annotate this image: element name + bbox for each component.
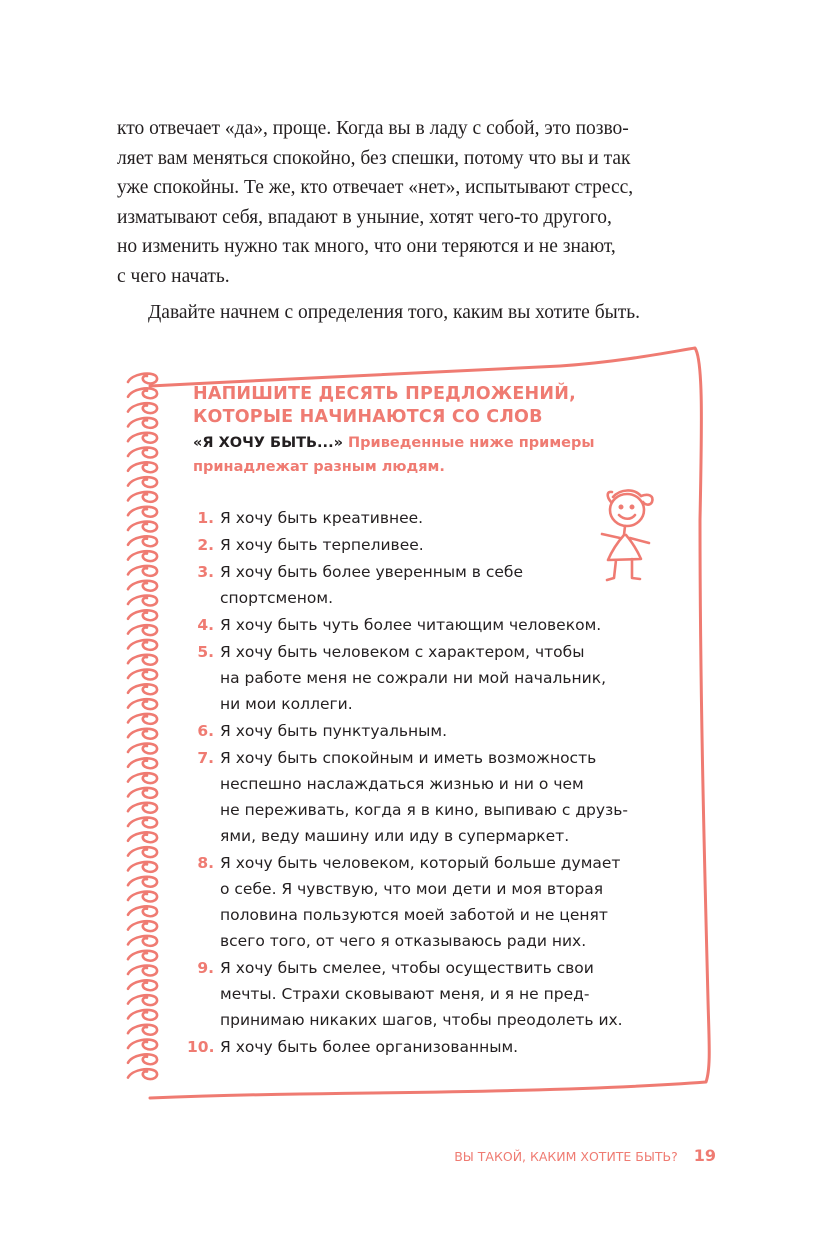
list-item [187, 955, 647, 1033]
list-item-text: половина пользуются моей заботой и не ценят [220, 906, 608, 924]
list-item-text: Я хочу быть более уверенным в себе [220, 563, 524, 581]
list-item-text: на работе меня не сожрали ни мой начальник, [220, 669, 606, 687]
list-item-text: спортсменом. [220, 589, 333, 607]
list-item-text: Я хочу быть чуть более читающим человеком. [220, 616, 602, 634]
list-item-text: ями, веду машину или иду в супермаркет. [220, 827, 570, 845]
list-item [187, 559, 647, 611]
exercise-title [193, 383, 653, 429]
list-item-text: Я хочу быть спокойным и иметь возможность [220, 749, 597, 767]
list-item-number: 9. [197, 959, 214, 977]
list-item [187, 612, 647, 638]
list-item-text: неспешно наслаждаться жизнью и ни о чем [220, 775, 584, 793]
list-item-number: 7. [197, 749, 214, 767]
paragraph-line: с чего начать. [117, 265, 230, 287]
list-item-text: Я хочу быть креативнее. [220, 509, 424, 527]
exercise-subtitle [193, 431, 653, 479]
examples-list [187, 505, 647, 1061]
list-item-text: ни мои коллеги. [220, 695, 353, 713]
list-item-text: Я хочу быть более организованным. [220, 1038, 519, 1056]
list-item-number: 1. [197, 509, 214, 527]
list-item-text: Я хочу быть терпеливее. [220, 536, 424, 554]
list-item-text: Я хочу быть пунктуальным. [220, 722, 448, 740]
page-number: 19 [693, 1146, 716, 1165]
list-item-text: Я хочу быть смелее, чтобы осуществить свои [220, 959, 594, 977]
list-item [187, 639, 647, 717]
list-item [187, 532, 647, 558]
list-item-number: 2. [197, 536, 214, 554]
list-item-text: мечты. Страхи сковывают меня, и я не пред- [220, 985, 590, 1003]
running-title: ВЫ ТАКОЙ, КАКИМ ХОТИТЕ БЫТЬ? [454, 1149, 678, 1164]
paragraph-line: кто отвечает «да», проще. Когда вы в ладу с собой, это позво- [117, 118, 629, 139]
list-item-text: не переживать, когда я в кино, выпиваю с друзь- [220, 801, 629, 819]
list-item-number: 4. [197, 616, 214, 634]
paragraph-line: изматывают себя, впадают в уныние, хотят чего-то другого, [117, 206, 612, 228]
list-item [187, 850, 647, 954]
spiral-binding-icon [128, 374, 157, 1079]
list-item [187, 745, 647, 849]
paragraph-line: ляет вам меняться спокойно, без спешки, потому что вы и так [117, 147, 631, 169]
exercise-heading [193, 383, 653, 479]
list-item-number: 8. [197, 854, 214, 872]
exercise-phrase: «Я ХОЧУ БЫТЬ...» [193, 435, 343, 451]
exercise-subtitle-rest: Приведенные ниже примеры [348, 435, 595, 451]
exercise-subtitle-line: принадлежат разным людям. [193, 459, 445, 475]
list-item-number: 10. [187, 1038, 215, 1056]
paragraph-line: уже спокойны. Те же, кто отвечает «нет», испытывают стресс, [117, 177, 634, 198]
exercise-title-line: НАПИШИТЕ ДЕСЯТЬ ПРЕДЛОЖЕНИЙ, [193, 384, 576, 404]
list-item [187, 718, 647, 744]
list-item-number: 5. [197, 643, 214, 661]
paragraph-line: но изменить нужно так много, что они теряются и не знают, [117, 236, 616, 257]
paragraph-2: Давайте начнем с определения того, каким вы хотите быть. [148, 302, 641, 323]
list-item-text: Я хочу быть человеком с характером, чтобы [220, 643, 585, 661]
list-item-text: всего того, от чего я отказываюсь ради них. [220, 932, 587, 950]
list-item-text: Я хочу быть человеком, который больше думает [220, 854, 621, 872]
exercise-title-line: КОТОРЫЕ НАЧИНАЮТСЯ СО СЛОВ [193, 407, 543, 427]
list-item-text: принимаю никаких шагов, чтобы преодолеть их. [220, 1011, 623, 1029]
list-item [187, 505, 647, 531]
list-item-number: 6. [197, 722, 214, 740]
list-item-number: 3. [197, 563, 214, 581]
list-item [187, 1034, 647, 1060]
list-item-text: о себе. Я чувствую, что мои дети и моя вторая [220, 880, 604, 898]
page-footer [380, 1146, 716, 1167]
